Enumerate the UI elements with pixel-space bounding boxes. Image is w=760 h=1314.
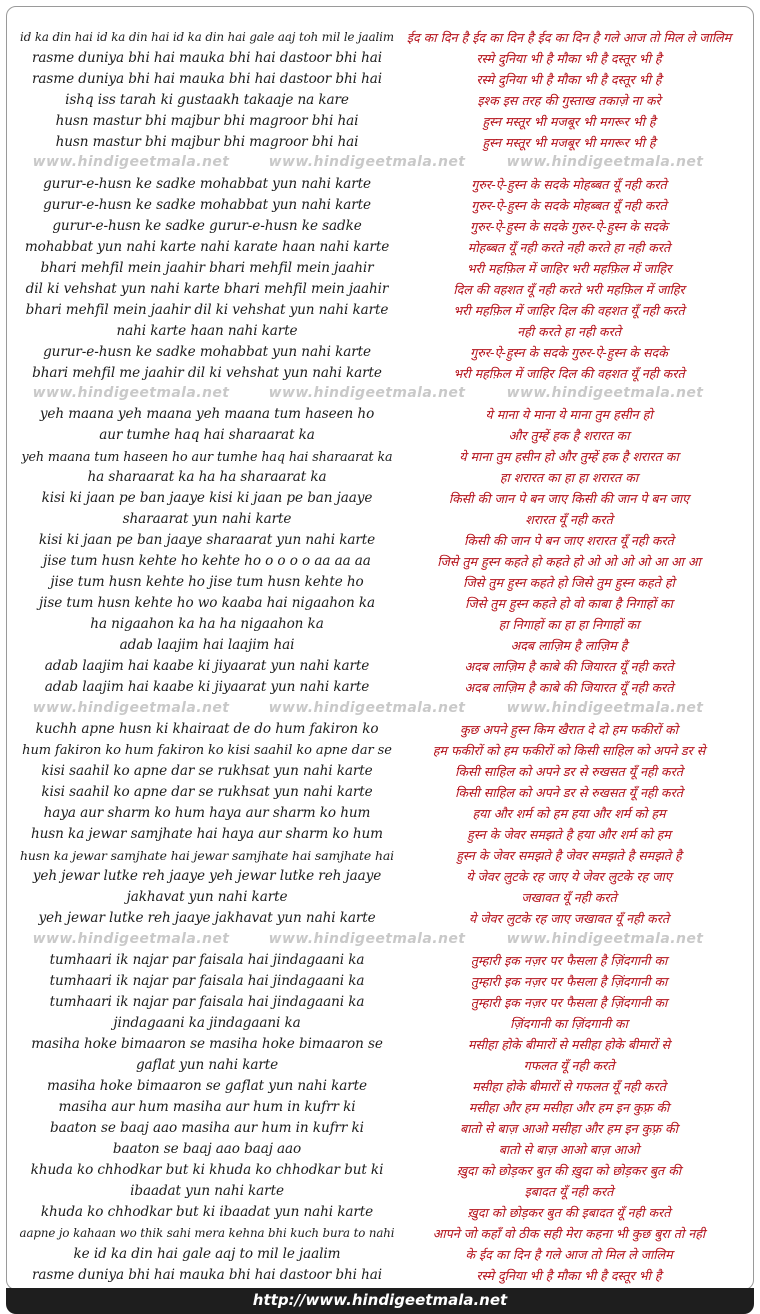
lyric-line (7, 782, 753, 803)
lyric-roman: gurur-e-husn ke sadke mohabbat yun nahi karte (43, 197, 371, 213)
lyric-roman: khuda ko chhodkar but ki khuda ko chhodkar but ki (30, 1162, 384, 1178)
lyric-hindi: किसी साहिल को अपने डर से रुखसत यूँ नही करते (455, 785, 683, 800)
lyric-hindi: मोहब्बत यूँ नही करते नही करते हा नही करते (467, 240, 671, 255)
lyric-line (7, 950, 753, 971)
lyric-line (7, 1160, 753, 1181)
lyric-roman: aur tumhe haq hai sharaarat ka (99, 427, 315, 443)
lyric-roman: ishq iss tarah ki gustaakh takaaje na kare (65, 92, 349, 108)
lyric-line (7, 90, 753, 111)
lyric-roman: masiha hoke bimaaron se gaflat yun nahi karte (46, 1078, 367, 1094)
lyric-roman: yeh jewar lutke reh jaaye jakhavat yun nahi karte (38, 910, 376, 926)
lyric-line (7, 488, 753, 509)
watermark-row (7, 383, 753, 403)
lyric-roman: ke id ka din hai gale aaj to mil le jaalim (73, 1246, 341, 1262)
lyric-line (7, 866, 753, 887)
lyric-hindi: मसीहा होके बीमारों से मसीहा होके बीमारों से (467, 1037, 671, 1052)
lyric-roman: yeh jewar lutke reh jaaye yeh jewar lutke reh jaaye (32, 868, 382, 884)
lyric-line (7, 404, 753, 425)
lyric-line (7, 677, 753, 698)
lyric-line (7, 237, 753, 258)
watermark-text: www.hindigeetmala.net (506, 154, 704, 170)
lyric-roman: mohabbat yun nahi karte nahi karate haan nahi karte (24, 239, 390, 255)
lyric-line (7, 425, 753, 446)
lyric-line (7, 279, 753, 300)
lyric-roman: tumhaari ik najar par faisala hai jindagaani ka (49, 994, 365, 1010)
lyric-line (7, 132, 753, 153)
lyric-roman: adab laajim hai kaabe ki jiyaarat yun nahi karte (44, 658, 370, 674)
lyric-roman: kisi saahil ko apne dar se rukhsat yun nahi karte (41, 763, 373, 779)
lyric-roman: jise tum husn kehte ho wo kaaba hai nigaahon ka (39, 595, 375, 611)
lyric-line (7, 908, 753, 929)
lyric-line (7, 1118, 753, 1139)
lyric-roman: bhari mehfil mein jaahir bhari mehfil mein jaahir (40, 260, 374, 276)
lyric-hindi: हुस्न के जेवर समझते है हया और शर्म को हम (467, 827, 671, 842)
lyric-roman: hum fakiron ko hum fakiron ko kisi saahil ko apne dar se (22, 743, 392, 758)
lyric-line (7, 363, 753, 384)
lyric-hindi: किसी साहिल को अपने डर से रुखसत यूँ नही करते (455, 764, 683, 779)
lyric-roman: id ka din hai id ka din hai id ka din hai gale aaj toh mil le jaalim (20, 30, 394, 44)
lyric-roman: jindagaani ka jindagaani ka (113, 1015, 301, 1031)
lyric-hindi: ये माना ये माना ये माना तुम हसीन हो (485, 407, 653, 422)
lyric-hindi: रस्मे दुनिया भी है मौका भी है दस्तूर भी है (476, 72, 662, 87)
lyric-hindi: ज़िंदगानी का ज़िंदगानी का (510, 1016, 628, 1031)
lyric-line (7, 1097, 753, 1118)
stanza-3 (7, 404, 753, 698)
lyric-line (7, 1139, 753, 1160)
watermark-text: www.hindigeetmala.net (268, 931, 466, 947)
lyric-hindi: बातो से बाज़ आओ मसीहा और हम इन कुफ़्र की (460, 1121, 678, 1136)
lyric-hindi: जिसे तुम हुस्न कहते हो वो काबा है निगाहों का (465, 596, 673, 611)
stanza-1 (7, 27, 753, 153)
lyric-hindi: किसी की जान पे बन जाए शरारत यूँ नही करते (464, 533, 674, 548)
lyric-line (7, 971, 753, 992)
lyric-line (7, 572, 753, 593)
lyric-line (7, 614, 753, 635)
watermark-text: www.hindigeetmala.net (32, 700, 230, 716)
lyric-roman: jakhavat yun nahi karte (126, 889, 288, 905)
lyric-hindi: जिसे तुम हुस्न कहते हो कहते हो ओ ओ ओ ओ आ आ आ (437, 554, 701, 569)
lyric-hindi: ख़ुदा को छोड़कर बुत की इबादत यूँ नही करते (467, 1205, 671, 1220)
lyric-line (7, 530, 753, 551)
lyric-hindi: अदब लाज़िम है काबे की जियारत यूँ नही करते (464, 680, 674, 695)
footer-bar (6, 1288, 754, 1314)
lyric-hindi: दिल की वहशत यूँ नही करते भरी महफ़िल में जाहिर (453, 282, 685, 297)
lyric-roman: yeh maana tum haseen ho aur tumhe haq hai sharaarat ka (21, 449, 393, 464)
lyric-hindi: भरी महफ़िल में जाहिर दिल की वहशत यूँ नही करते (453, 303, 685, 318)
watermark-text: www.hindigeetmala.net (268, 154, 466, 170)
lyric-hindi: ये जेवर लुटके रह जाए ये जेवर लुटके रह जाए (466, 869, 672, 884)
lyric-roman: husn mastur bhi majbur bhi magroor bhi hai (55, 134, 359, 150)
lyric-roman: aapne jo kahaan wo thik sahi mera kehna bhi kuch bura to nahi (19, 1226, 395, 1240)
lyric-roman: ibaadat yun nahi karte (130, 1183, 284, 1199)
lyric-roman: gaflat yun nahi karte (135, 1057, 279, 1073)
lyric-line (7, 1076, 753, 1097)
watermark-row (7, 152, 753, 172)
lyric-hindi: कुछ अपने हुस्न किम खैरात दे दो हम फकीरों को (460, 722, 678, 737)
lyric-hindi: हा निगाहों का हा हा निगाहों का (498, 617, 640, 632)
lyric-line (7, 174, 753, 195)
lyric-roman: gurur-e-husn ke sadke mohabbat yun nahi karte (43, 344, 371, 360)
lyric-roman: bhari mehfil me jaahir dil ki vehshat yun nahi karte (32, 365, 382, 381)
lyric-line (7, 342, 753, 363)
lyric-hindi: तुम्हारी इक नज़र पर फैसला है ज़िंदगानी का (470, 953, 668, 968)
lyric-hindi: रस्मे दुनिया भी है मौका भी है दस्तूर भी है (476, 1268, 662, 1283)
lyric-roman: jise tum husn kehte ho jise tum husn kehte ho (50, 574, 364, 590)
lyric-hindi: हा शरारत का हा हा शरारत का (499, 470, 639, 485)
lyric-line (7, 761, 753, 782)
lyric-line (7, 467, 753, 488)
lyric-roman: kisi ki jaan pe ban jaaye sharaarat yun nahi karte (38, 532, 376, 548)
watermark-row (7, 698, 753, 718)
lyric-line (7, 1055, 753, 1076)
lyric-roman: kisi saahil ko apne dar se rukhsat yun nahi karte (41, 784, 373, 800)
lyric-line (7, 321, 753, 342)
watermark-text: www.hindigeetmala.net (506, 700, 704, 716)
lyric-roman: adab laajim hai laajim hai (119, 637, 295, 653)
lyric-hindi: तुम्हारी इक नज़र पर फैसला है ज़िंदगानी का (470, 974, 668, 989)
lyric-line (7, 551, 753, 572)
lyric-line (7, 69, 753, 90)
watermark-text: www.hindigeetmala.net (32, 154, 230, 170)
lyric-roman: baaton se baaj aao baaj aao (112, 1141, 302, 1157)
lyric-line (7, 446, 753, 467)
lyric-hindi: हया और शर्म को हम हया और शर्म को हम (472, 806, 666, 821)
lyric-hindi: बातो से बाज़ आओ बाज़ आओ (498, 1142, 640, 1157)
lyric-line (7, 111, 753, 132)
lyric-hindi: हुस्न मस्तूर भी मजबूर भी मगरूर भी है (482, 135, 656, 150)
lyric-line (7, 719, 753, 740)
lyric-hindi: के ईद का दिन है गले आज तो मिल ले जालिम (465, 1247, 673, 1262)
lyric-roman: bhari mehfil mein jaahir dil ki vehshat yun nahi karte (25, 302, 389, 318)
lyric-line (7, 845, 753, 866)
lyric-line (7, 1034, 753, 1055)
lyric-roman: husn mastur bhi majbur bhi magroor bhi hai (55, 113, 359, 129)
lyric-hindi: मसीहा और हम मसीहा और हम इन कुफ़्र की (468, 1100, 670, 1115)
lyric-hindi: जिसे तुम हुस्न कहते हो जिसे तुम हुस्न कहते हो (463, 575, 675, 590)
lyric-line (7, 300, 753, 321)
watermark-text: www.hindigeetmala.net (32, 385, 230, 401)
lyric-line (7, 1223, 753, 1244)
lyric-roman: dil ki vehshat yun nahi karte bhari mehfil mein jaahir (25, 281, 389, 297)
lyric-line (7, 258, 753, 279)
lyric-hindi: ख़ुदा को छोड़कर बुत की ख़ुदा को छोड़कर बुत की (456, 1163, 682, 1178)
lyric-hindi: शरारत यूँ नही करते (525, 512, 613, 527)
lyric-roman: kisi ki jaan pe ban jaaye kisi ki jaan pe ban jaaye (41, 490, 373, 506)
lyric-hindi: नही करते हा नही करते (517, 324, 621, 339)
lyric-hindi: रस्मे दुनिया भी है मौका भी है दस्तूर भी है (476, 51, 662, 66)
lyric-roman: masiha aur hum masiha aur hum in kufrr ki (58, 1099, 356, 1115)
lyric-hindi: गुरुर-ऐ-हुस्न के सदके मोहब्बत यूँ नही करते (471, 177, 667, 192)
lyric-roman: yeh maana yeh maana yeh maana tum haseen ho (39, 406, 375, 422)
lyric-roman: kuchh apne husn ki khairaat de do hum fakiron ko (35, 721, 379, 737)
lyric-roman: husn ka jewar samjhate hai jewar samjhate hai samjhate hai (19, 848, 395, 863)
watermark-text: www.hindigeetmala.net (506, 385, 704, 401)
lyric-line (7, 1181, 753, 1202)
lyric-roman: adab laajim hai kaabe ki jiyaarat yun nahi karte (44, 679, 370, 695)
lyric-roman: rasme duniya bhi hai mauka bhi hai dastoor bhi hai (32, 50, 382, 66)
lyric-hindi: भरी महफ़िल में जाहिर दिल की वहशत यूँ नही करते (453, 366, 685, 381)
lyric-roman: jise tum husn kehte ho kehte ho o o o o aa aa aa (43, 553, 371, 569)
lyric-roman: ha nigaahon ka ha ha nigaahon ka (90, 616, 324, 632)
stanza-4 (7, 719, 753, 929)
lyric-roman: haya aur sharm ko hum haya aur sharm ko hum (43, 805, 371, 821)
watermark-row (7, 929, 753, 949)
lyric-line (7, 635, 753, 656)
lyric-roman: khuda ko chhodkar but ki ibaadat yun nahi karte (40, 1204, 374, 1220)
lyric-line (7, 887, 753, 908)
lyric-roman: gurur-e-husn ke sadke mohabbat yun nahi karte (43, 176, 371, 192)
lyric-line (7, 1013, 753, 1034)
lyric-line (7, 1244, 753, 1265)
stanza-2 (7, 174, 753, 384)
lyric-hindi: ये माना तुम हसीन हो और तुम्हें हक है शरारत का (459, 449, 679, 464)
lyric-hindi: इश्क इस तरह की गुस्ताख तकाज़े ना करे (477, 93, 661, 108)
lyric-hindi: जखावत यूँ नही करते (521, 890, 617, 905)
stanza-5 (7, 950, 753, 1286)
lyric-line (7, 27, 753, 48)
lyric-roman: husn ka jewar samjhate hai haya aur sharm ko hum (31, 826, 383, 842)
lyric-hindi: किसी की जान पे बन जाए किसी की जान पे बन जाए (448, 491, 690, 506)
site-link[interactable]: http://www.hindigeetmala.net (252, 1291, 508, 1309)
lyric-hindi: हम फकीरों को हम फकीरों को किसी साहिल को अपने डर से (432, 743, 706, 758)
lyric-roman: rasme duniya bhi hai mauka bhi hai dastoor bhi hai (32, 1267, 382, 1283)
lyric-line (7, 48, 753, 69)
lyric-line (7, 593, 753, 614)
lyric-hindi: गुरुर-ऐ-हुस्न के सदके मोहब्बत यूँ नही करते (471, 198, 667, 213)
lyric-roman: rasme duniya bhi hai mauka bhi hai dastoor bhi hai (32, 71, 382, 87)
lyric-line (7, 824, 753, 845)
watermark-text: www.hindigeetmala.net (506, 931, 704, 947)
lyric-roman: baaton se baaj aao masiha aur hum in kufrr ki (50, 1120, 364, 1136)
watermark-text: www.hindigeetmala.net (268, 385, 466, 401)
lyric-line (7, 216, 753, 237)
lyric-hindi: गुरुर-ऐ-हुस्न के सदके गुरुर-ऐ-हुस्न के सदके (470, 219, 668, 234)
lyric-hindi: तुम्हारी इक नज़र पर फैसला है ज़िंदगानी का (470, 995, 668, 1010)
lyric-hindi: इबादत यूँ नही करते (524, 1184, 614, 1199)
lyric-hindi: और तुम्हें हक है शरारत का (508, 428, 630, 443)
lyric-line (7, 992, 753, 1013)
lyric-roman: masiha hoke bimaaron se masiha hoke bimaaron se (31, 1036, 383, 1052)
lyric-line (7, 1202, 753, 1223)
lyric-line (7, 1265, 753, 1286)
lyric-line (7, 656, 753, 677)
lyric-hindi: ईद का दिन है ईद का दिन है ईद का दिन है गले आज तो मिल ले जालिम (406, 30, 732, 45)
lyric-line (7, 509, 753, 530)
lyric-hindi: गफलत यूँ नही करते (523, 1058, 615, 1073)
lyric-roman: ha sharaarat ka ha ha sharaarat ka (87, 469, 327, 485)
lyric-roman: nahi karte haan nahi karte (116, 323, 298, 339)
lyric-roman: tumhaari ik najar par faisala hai jindagaani ka (49, 952, 365, 968)
lyric-hindi: भरी महफ़िल में जाहिर भरी महफ़िल में जाहिर (466, 261, 672, 276)
lyric-line (7, 195, 753, 216)
lyric-hindi: हुस्न के जेवर समझते है जेवर समझते है समझते है (456, 848, 682, 863)
watermark-text: www.hindigeetmala.net (268, 700, 466, 716)
lyric-hindi: अदब लाज़िम है काबे की जियारत यूँ नही करते (464, 659, 674, 674)
lyric-hindi: गुरुर-ऐ-हुस्न के सदके गुरुर-ऐ-हुस्न के सदके (470, 345, 668, 360)
lyrics-panel (6, 6, 754, 1290)
lyric-hindi: मसीहा होके बीमारों से गफलत यूँ नही करते (472, 1079, 666, 1094)
lyric-roman: sharaarat yun nahi karte (122, 511, 292, 527)
lyric-roman: tumhaari ik najar par faisala hai jindagaani ka (49, 973, 365, 989)
lyric-hindi: ये जेवर लुटके रह जाए जखावत यूँ नही करते (468, 911, 670, 926)
lyric-hindi: अदब लाज़िम है लाज़िम है (510, 638, 628, 653)
lyric-line (7, 803, 753, 824)
lyric-hindi: हुस्न मस्तूर भी मजबूर भी मगरूर भी है (482, 114, 656, 129)
lyric-hindi: आपने जो कहाँ वो ठीक सही मेरा कहना भी कुछ बुरा तो नही (432, 1226, 706, 1241)
lyric-roman: gurur-e-husn ke sadke gurur-e-husn ke sadke (52, 218, 362, 234)
watermark-text: www.hindigeetmala.net (32, 931, 230, 947)
lyric-line (7, 740, 753, 761)
